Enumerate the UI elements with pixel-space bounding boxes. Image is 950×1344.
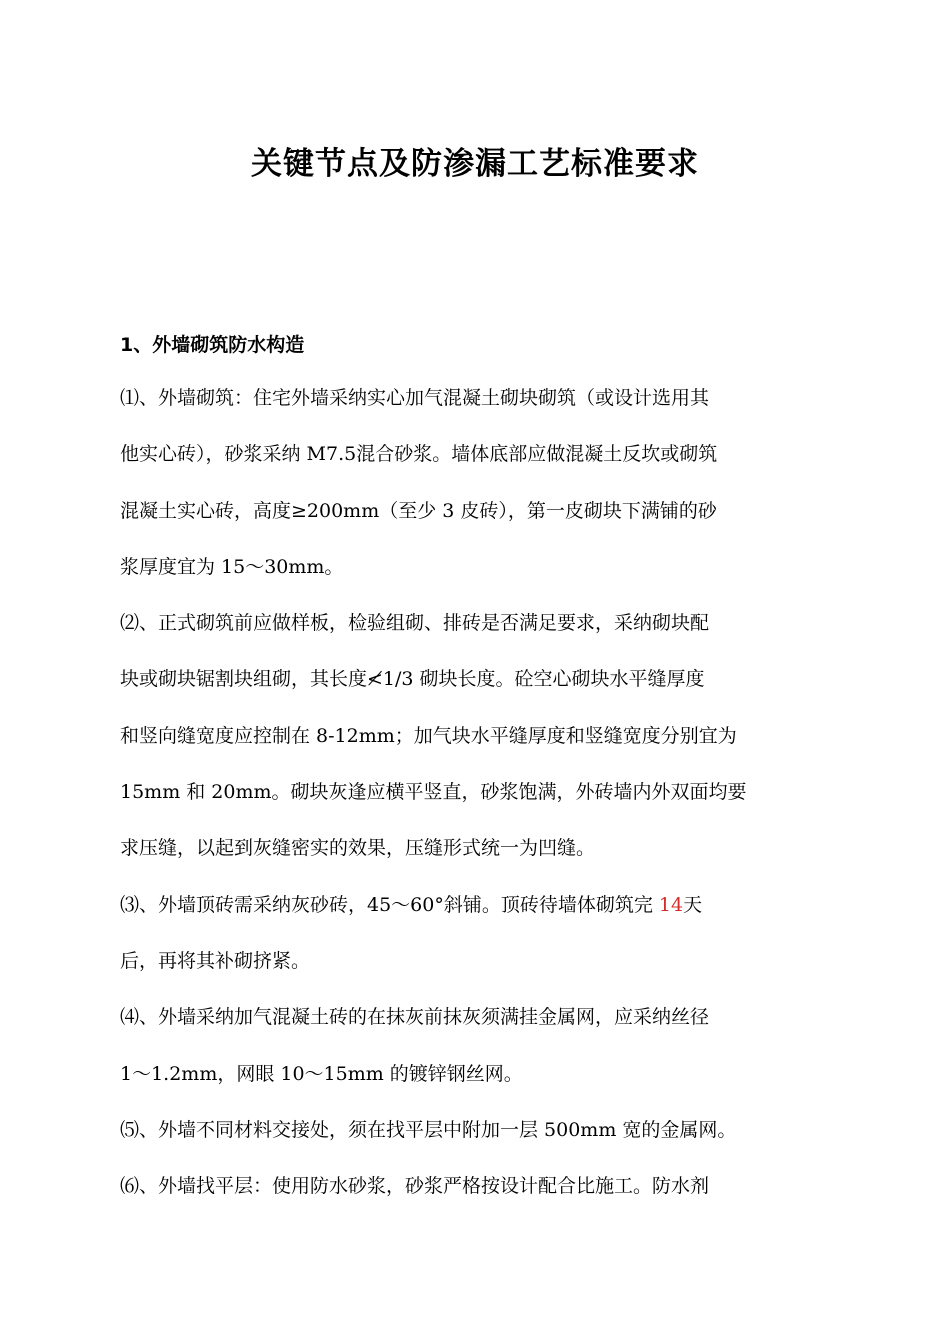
body-line: 混凝土实心砖，高度≥200mm（至少 3 皮砖），第一皮砌块下满铺的砂 <box>120 499 717 522</box>
body-line: ⑷、外墙采纳加气混凝土砖的在抹灰前抹灰须满挂金属网，应采纳丝径 <box>120 1006 710 1029</box>
body-line: ⑸、外墙不同材料交接处，须在找平层中附加一层 500mm 宽的金属网。 <box>120 1118 737 1141</box>
document-body <box>120 370 832 1214</box>
body-line: 块或砌块锯割块组砌，其长度≮1/3 砌块长度。砼空心砌块水平缝厚度 <box>120 668 705 691</box>
body-line: 15mm 和 20mm。砌块灰逢应横平竖直，砂浆饱满，外砖墙内外双面均要 <box>120 781 747 804</box>
body-line: ⑴、外墙砌筑：住宅外墙采纳实心加气混凝土砌块砌筑（或设计选用其 <box>120 387 710 409</box>
body-line: 浆厚度宜为 15～30mm。 <box>120 555 344 578</box>
page-title: 关键节点及防渗漏工艺标准要求 <box>251 146 699 182</box>
body-line-with-highlight <box>120 877 832 933</box>
body-line: ⑵、正式砌筑前应做样板，检验组砌、排砖是否满足要求，采纳砌块配 <box>120 612 710 635</box>
line-text-before: ⑶、外墙顶砖需采纳灰砂砖，45～60°斜铺。顶砖待墙体砌筑完 <box>120 893 659 916</box>
body-line: 和竖向缝宽度应控制在 8-12mm；加气块水平缝厚度和竖缝宽度分别宜为 <box>120 724 737 747</box>
highlight-days: 14 <box>658 893 684 916</box>
body-line: ⑹、外墙找平层：使用防水砂浆，砂浆严格按设计配合比施工。防水剂 <box>120 1175 710 1198</box>
line-text-after: 天 <box>683 893 703 916</box>
body-line: 后，再将其补砌挤紧。 <box>120 949 311 972</box>
body-line: 他实心砖），砂浆采纳 M7.5混合砂浆。墙体底部应做混凝土反坎或砌筑 <box>120 443 718 466</box>
body-line: 求压缝，以起到灰缝密实的效果，压缝形式统一为凹缝。 <box>120 837 596 860</box>
body-line: 1～1.2mm，网眼 10～15mm 的镀锌钢丝网。 <box>120 1062 523 1085</box>
section-heading: 1、外墙砌筑防水构造 <box>120 334 305 356</box>
